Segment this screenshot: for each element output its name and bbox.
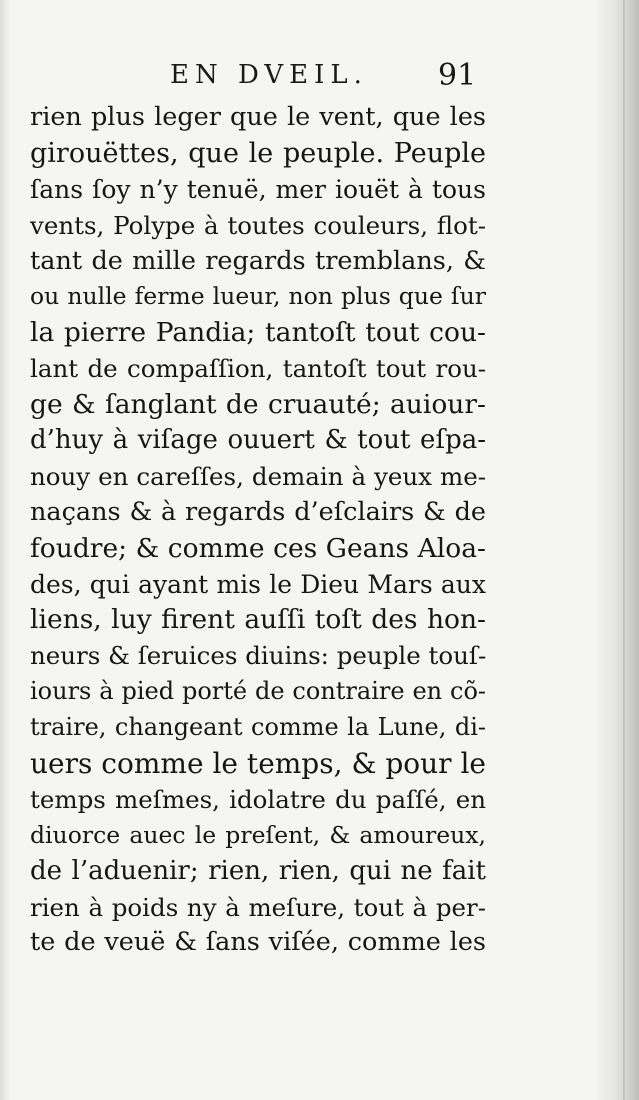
page-edge-line <box>623 0 625 1100</box>
text-line: la pierre Pandia; tantoſt tout cou- <box>30 317 486 349</box>
text-line: naçans & à regards d’eſclairs & de <box>30 496 486 527</box>
text-line: ou nulle ferme lueur, non plus que ſur <box>30 282 486 311</box>
text-line: neurs & ſeruices diuins: peuple touſ- <box>30 641 487 671</box>
text-line: d’huy à viſage ouuert & tout eſpa- <box>30 425 486 456</box>
text-line: temps meſmes, idolatre du paſſé, en <box>30 784 486 814</box>
text-line: traire, changeant comme la Lune, di- <box>30 713 486 742</box>
text-line: rien à poids ny à meſure, tout à per- <box>30 892 486 922</box>
text-line: de l’aduenir; rien, rien, qui ne fait <box>30 855 486 886</box>
text-line: uers comme le temps, & pour le <box>30 747 486 781</box>
text-line: nouy en careſſes, demain à yeux me- <box>30 461 486 491</box>
text-line: foudre; & comme ces Geans Aloa- <box>30 532 486 564</box>
text-line: te de veuë & ſans viſée, comme les <box>30 927 486 958</box>
text-line: iours à pied porté de contraire en cõ- <box>30 677 486 706</box>
text-line: liens, luy firent auſſi toſt des hon- <box>30 604 486 636</box>
gutter-shadow <box>0 0 10 1100</box>
page-number: 91 <box>438 58 477 93</box>
text-line: girouëttes, que le peuple. Peuple <box>30 137 486 169</box>
text-line: tant de mille regards tremblans, & <box>30 245 486 276</box>
text-line: lant de compaſſion, tantoſt tout rou- <box>30 354 486 384</box>
text-line: ſans ſoy n’y tenuë, mer iouët à tous <box>30 174 486 204</box>
text-line: diuorce auec le preſent, & amoureux, <box>30 820 486 849</box>
text-line: des, qui ayant mis le Dieu Mars aux <box>30 569 486 599</box>
body-text <box>30 100 486 961</box>
page-edge <box>597 0 639 1100</box>
text-line: ge & ſanglant de cruauté; auiour- <box>30 389 486 421</box>
text-line: vents, Polype à toutes couleurs, flot- <box>30 210 486 240</box>
text-line: rien plus leger que le vent, que les <box>30 102 486 132</box>
running-head: EN DVEIL. <box>170 60 368 90</box>
